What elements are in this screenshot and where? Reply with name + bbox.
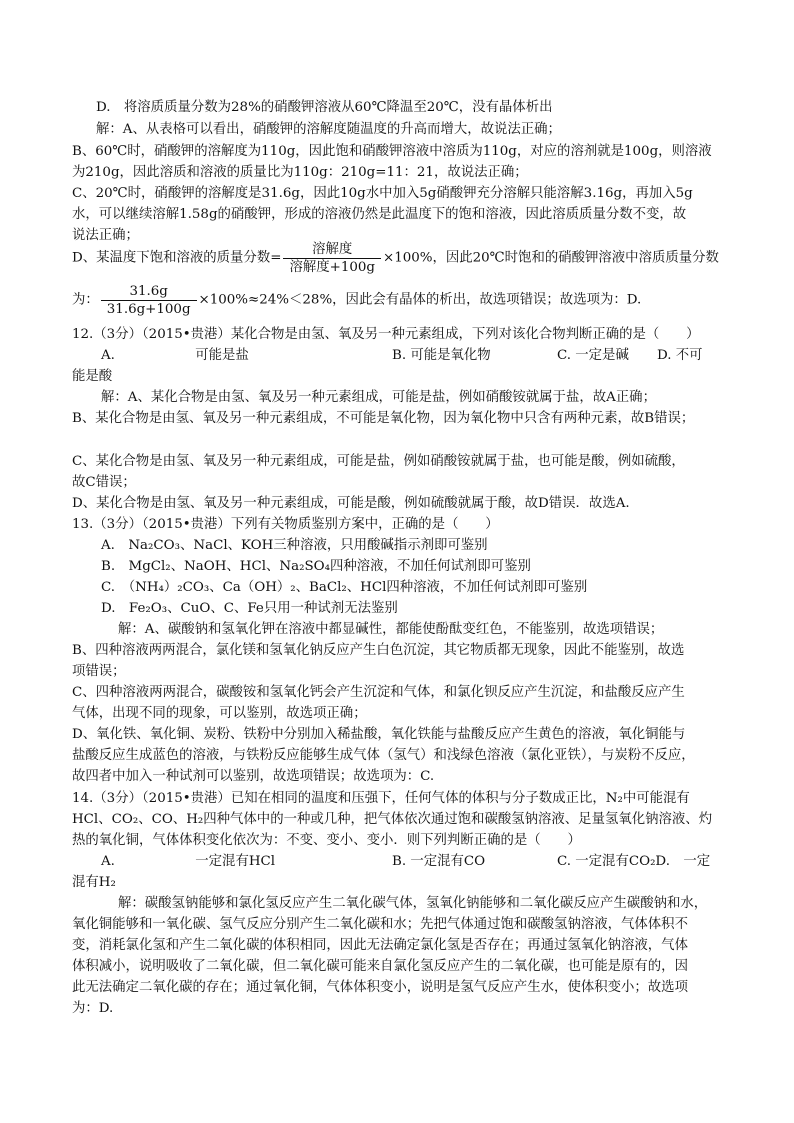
solution-q11-b: B、60℃时，硝酸钾的溶解度为110g，因此饱和硝酸钾溶液中溶质为110g，对应的溶剂就是100g，则溶液 [72,144,712,159]
q14-option-b: B. 一定混有CO [392,854,486,869]
fraction-numerator: 溶解度 [283,241,381,259]
solution-q13-c: C、四种溶液两两混合，碳酸铵和氢氧化钙会产生沉淀和气体，和氯化钡反应产生沉淀，和盐酸反应产生 [72,685,685,700]
solution-q14-5: 此无法确定二氧化碳的存在；通过氧化铜，气体体积变小，说明是氢气反应产生水，使体积变小；故选项 [72,980,688,995]
solution-q12-a: 解：A、某化合物是由氢、氧及另一种元素组成，可能是盐，例如硝酸铵就属于盐，故A正确； [101,390,656,405]
solution-q13-d-end: 故四者中加入一种试剂可以鉴别，故选项错误；故选项为：C. [72,769,435,784]
fraction-denominator: 31.6g+100g [106,302,191,317]
fraction [283,241,381,276]
q14-option-a: A. 一定混有HCl [101,854,276,869]
solution-q14-4: 体积减小，说明吸收了二氧化碳，但二氧化碳可能来自氯化氢反应产生的二氧化碳，也可能是原有的，因 [72,959,688,974]
question-13: 13.（3分）（2015•贵港）下列有关物质鉴别方案中，正确的是（ ） [72,517,499,532]
solution-q11-a: 解：A、从表格可以看出，硝酸钾的溶解度随温度的升高而增大，故说法正确； [96,122,561,137]
question-14-end: 热的氧化铜，气体体积变化依次为：不变、变小、变小．则下列判断正确的是（ ） [72,833,581,848]
solution-q11-b-cont: 为210g，因此溶质和溶液的质量比为110g：210g=11：21，故说法正确； [72,165,528,180]
q14-option-d-cont: 混有H₂ [72,875,116,890]
solution-q12-d: D、某化合物是由氢、氧及另一种元素组成，可能是酸，例如硫酸就属于酸，故D错误．故选A. [72,496,630,511]
fraction-numerator: 31.6g [101,283,197,301]
question-12: 12.（3分）（2015•贵港）某化合物是由氢、氧及另一种元素组成，下列对该化合物判断正确的是（ ） [72,327,700,342]
solution-q14-3: 变，消耗氯化氢和产生二氧化碳的体积相同，因此无法确定氯化氢是否存在；再通过氢氧化钠溶液，气体 [72,938,688,953]
calc-suffix: ×100%≈24%＜28%，因此会有晶体的析出，故选项错误；故选项为：D. [198,292,642,308]
solution-q12-c-cont: 故C错误； [72,475,136,490]
calc-prefix: 为： [72,292,99,308]
q12-option-b: B. 可能是氧化物 [392,348,491,363]
solution-q11-d-calc [72,283,641,318]
fraction-denominator: 溶解度+100g [289,260,375,275]
solution-q14-2: 氧化铜能够和一氧化碳、氢气反应分别产生二氧化碳和水；先把气体通过饱和碳酸氢钠溶液，气体体积不 [72,917,688,932]
solution-q13-d: D、氧化铁、氧化铜、炭粉、铁粉中分别加入稀盐酸，氧化铁能与盐酸反应产生黄色的溶液，氧化铜能与 [72,727,686,742]
solution-q14-6: 为：D. [72,1001,114,1016]
solution-q12-c: C、某化合物是由氢、氧及另一种元素组成，可能是盐，例如硝酸铵就属于盐，也可能是酸，例如硫酸， [72,454,685,469]
q12-option-a: A. 可能是盐 [101,348,249,363]
q13-option-a: A. Na₂CO₃、NaCl、KOH三种溶液，只用酸碱指示剂即可鉴别 [101,538,488,553]
solution-q11-c: C、20℃时，硝酸钾的溶解度是31.6g，因此10g水中加入5g硝酸钾充分溶解只能溶解3.16g，再加入5g [72,186,693,201]
q13-option-b: B. MgCl₂、NaOH、HCl、Na₂SO₄四种溶液，不加任何试剂即可鉴别 [101,559,531,574]
option-d-q11: D. 将溶质质量分数为28%的硝酸钾溶液从60℃降温至20℃，没有晶体析出 [96,100,553,115]
question-14-cont: HCl、CO₂、CO、H₂四种气体中的一种或几种，把气体依次通过饱和碳酸氢钠溶液、足量氢氧化钠溶液、灼 [72,812,713,827]
solution-q13-a: 解：A、碳酸钠和氢氧化钾在溶液中都显碱性，都能使酚酞变红色，不能鉴别，故选项错误； [118,622,664,637]
fraction [101,283,197,318]
solution-q11-c-end: 说法正确； [72,228,139,243]
q14-option-c: C. 一定混有CO₂D. 一定 [557,854,711,869]
q12-option-d: D. 不可 [657,348,703,363]
formula-suffix: ×100%，因此20℃时饱和的硝酸钾溶液中溶质质量分数 [382,250,719,266]
solution-q13-c-cont: 气体，出现不同的现象，可以鉴别，故选项正确； [72,706,367,721]
formula-prefix: D、某温度下饱和溶液的质量分数= [72,250,282,266]
solution-q11-d-formula [72,241,719,276]
q13-option-d: D. Fe₂O₃、CuO、C、Fe只用一种试剂无法鉴别 [101,601,398,616]
question-14: 14.（3分）（2015•贵港）已知在相同的温度和压强下，任何气体的体积与分子数成正比，N₂中可能混有 [72,791,690,806]
solution-q11-c-cont: 水，可以继续溶解1.58g的硝酸钾，形成的溶液仍然是此温度下的饱和溶液，因此溶质质量分数不变，故 [72,207,687,222]
solution-q12-b: B、某化合物是由氢、氧及另一种元素组成，不可能是氧化物，因为氧化物中只含有两种元素，故B错误； [72,411,695,426]
solution-q14-1: 解：碳酸氢钠能够和氯化氢反应产生二氧化碳气体，氢氧化钠能够和二氧化碳反应产生碳酸钠和水， [118,896,708,911]
solution-q13-b-cont: 项错误； [72,664,126,679]
q12-option-c: C. 一定是碱 [557,348,629,363]
solution-q13-d-cont: 盐酸反应生成蓝色的溶液，与铁粉反应能够生成气体（氢气）和浅绿色溶液（氯化亚铁），与炭粉不反应， [72,748,695,763]
q13-option-c: C. （NH₄）₂CO₃、Ca（OH）₂、BaCl₂、HCl四种溶液，不加任何试剂即可鉴别 [101,580,588,595]
q12-option-d-cont: 能是酸 [72,369,113,384]
solution-q13-b: B、四种溶液两两混合，氯化镁和氢氧化钠反应产生白色沉淀，其它物质都无现象，因此不能鉴别，故选 [72,643,685,658]
